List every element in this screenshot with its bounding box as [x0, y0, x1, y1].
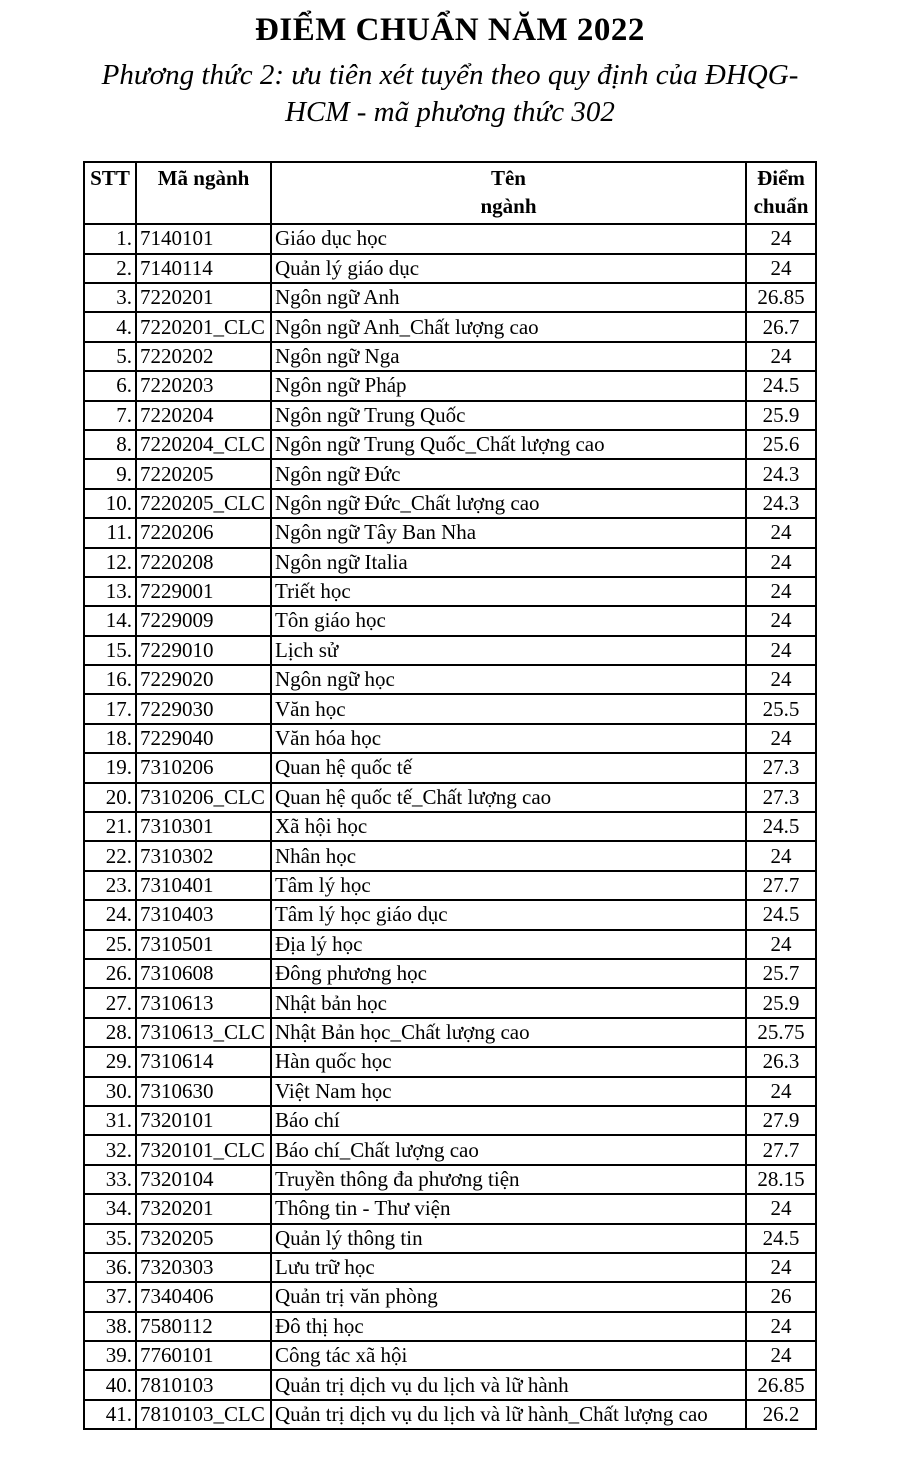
code-cell: 7220202 [136, 342, 271, 371]
score-cell: 24 [746, 1253, 816, 1282]
table-row [84, 900, 816, 929]
score-cell: 28.15 [746, 1165, 816, 1194]
name-cell: Ngôn ngữ Trung Quốc [271, 401, 746, 430]
name-cell: Ngôn ngữ Anh_Chất lượng cao [271, 312, 746, 341]
table-row [84, 1400, 816, 1429]
score-cell: 26.7 [746, 312, 816, 341]
code-cell: 7310614 [136, 1047, 271, 1076]
score-cell: 24 [746, 342, 816, 371]
code-cell: 7310613_CLC [136, 1018, 271, 1047]
score-cell: 24 [746, 1341, 816, 1370]
code-cell: 7140101 [136, 224, 271, 253]
name-cell: Việt Nam học [271, 1077, 746, 1106]
code-cell: 7229001 [136, 577, 271, 606]
name-cell: Quản trị văn phòng [271, 1282, 746, 1311]
name-cell: Quản lý giáo dục [271, 254, 746, 283]
col-header-code [136, 162, 271, 224]
score-cell: 27.3 [746, 783, 816, 812]
table-row [84, 548, 816, 577]
code-cell: 7220201_CLC [136, 312, 271, 341]
stt-cell: 14. [84, 606, 136, 635]
code-cell: 7229010 [136, 636, 271, 665]
name-cell: Triết học [271, 577, 746, 606]
stt-cell: 34. [84, 1194, 136, 1223]
table-row [84, 988, 816, 1017]
score-cell: 27.7 [746, 1135, 816, 1164]
score-cell: 25.75 [746, 1018, 816, 1047]
score-cell: 26.2 [746, 1400, 816, 1429]
table-row [84, 1253, 816, 1282]
stt-cell: 4. [84, 312, 136, 341]
table-row [84, 1018, 816, 1047]
stt-cell: 9. [84, 459, 136, 488]
stt-cell: 18. [84, 724, 136, 753]
col-header-stt-label: STT [90, 166, 130, 191]
name-cell: Quản lý thông tin [271, 1224, 746, 1253]
code-cell: 7310401 [136, 871, 271, 900]
score-cell: 27.7 [746, 871, 816, 900]
name-cell: Nhân học [271, 841, 746, 870]
table-row [84, 401, 816, 430]
code-cell: 7340406 [136, 1282, 271, 1311]
score-cell: 25.7 [746, 959, 816, 988]
name-cell: Tâm lý học [271, 871, 746, 900]
score-cell: 26.85 [746, 1370, 816, 1399]
code-cell: 7220206 [136, 518, 271, 547]
table-row [84, 459, 816, 488]
stt-cell: 20. [84, 783, 136, 812]
table-body [84, 224, 816, 1429]
table-row [84, 783, 816, 812]
stt-cell: 1. [84, 224, 136, 253]
stt-cell: 38. [84, 1312, 136, 1341]
stt-cell: 30. [84, 1077, 136, 1106]
table-row [84, 1282, 816, 1311]
name-cell: Ngôn ngữ Đức [271, 459, 746, 488]
stt-cell: 10. [84, 489, 136, 518]
stt-cell: 41. [84, 1400, 136, 1429]
stt-cell: 39. [84, 1341, 136, 1370]
stt-cell: 29. [84, 1047, 136, 1076]
name-cell: Lưu trữ học [271, 1253, 746, 1282]
code-cell: 7229040 [136, 724, 271, 753]
stt-cell: 2. [84, 254, 136, 283]
scores-table [83, 161, 817, 1430]
score-cell: 24 [746, 724, 816, 753]
name-cell: Lịch sử [271, 636, 746, 665]
name-cell: Đông phương học [271, 959, 746, 988]
name-cell: Tôn giáo học [271, 606, 746, 635]
table-row [84, 1312, 816, 1341]
table-row [84, 1165, 816, 1194]
name-cell: Quản trị dịch vụ du lịch và lữ hành_Chất lượng cao [271, 1400, 746, 1429]
score-cell: 24.5 [746, 371, 816, 400]
score-cell: 24 [746, 1077, 816, 1106]
name-cell: Ngôn ngữ Đức_Chất lượng cao [271, 489, 746, 518]
code-cell: 7320303 [136, 1253, 271, 1282]
code-cell: 7229009 [136, 606, 271, 635]
name-cell: Ngôn ngữ học [271, 665, 746, 694]
code-cell: 7310206_CLC [136, 783, 271, 812]
table-row [84, 694, 816, 723]
table-row [84, 577, 816, 606]
stt-cell: 5. [84, 342, 136, 371]
code-cell: 7760101 [136, 1341, 271, 1370]
table-row [84, 430, 816, 459]
table-row [84, 1106, 816, 1135]
name-cell: Ngôn ngữ Italia [271, 548, 746, 577]
score-cell: 24 [746, 577, 816, 606]
score-cell: 27.9 [746, 1106, 816, 1135]
col-header-score [746, 162, 816, 224]
stt-cell: 23. [84, 871, 136, 900]
page-subtitle-line1: Phương thức 2: ưu tiên xét tuyển theo quy định của ĐHQG- [101, 59, 799, 91]
name-cell: Quản trị dịch vụ du lịch và lữ hành [271, 1370, 746, 1399]
table-row [84, 1370, 816, 1399]
code-cell: 7310206 [136, 753, 271, 782]
table-row [84, 753, 816, 782]
stt-cell: 8. [84, 430, 136, 459]
score-cell: 25.5 [746, 694, 816, 723]
score-cell: 26.3 [746, 1047, 816, 1076]
table-row [84, 518, 816, 547]
table-row [84, 665, 816, 694]
table-row [84, 812, 816, 841]
table-header-row [84, 162, 816, 224]
score-cell: 24 [746, 1312, 816, 1341]
code-cell: 7320104 [136, 1165, 271, 1194]
score-cell: 24 [746, 254, 816, 283]
stt-cell: 27. [84, 988, 136, 1017]
name-cell: Công tác xã hội [271, 1341, 746, 1370]
stt-cell: 24. [84, 900, 136, 929]
table-row [84, 871, 816, 900]
code-cell: 7220208 [136, 548, 271, 577]
code-cell: 7310301 [136, 812, 271, 841]
stt-cell: 21. [84, 812, 136, 841]
table-row [84, 724, 816, 753]
name-cell: Ngôn ngữ Nga [271, 342, 746, 371]
table-row [84, 342, 816, 371]
score-cell: 24 [746, 224, 816, 253]
table-row [84, 1135, 816, 1164]
name-cell: Ngôn ngữ Trung Quốc_Chất lượng cao [271, 430, 746, 459]
name-cell: Địa lý học [271, 930, 746, 959]
name-cell: Nhật Bản học_Chất lượng cao [271, 1018, 746, 1047]
name-cell: Nhật bản học [271, 988, 746, 1017]
name-cell: Quan hệ quốc tế_Chất lượng cao [271, 783, 746, 812]
stt-cell: 15. [84, 636, 136, 665]
name-cell: Xã hội học [271, 812, 746, 841]
page-title: ĐIỂM CHUẨN NĂM 2022 [255, 12, 645, 48]
score-cell: 25.9 [746, 988, 816, 1017]
score-cell: 27.3 [746, 753, 816, 782]
score-cell: 24 [746, 1194, 816, 1223]
stt-cell: 22. [84, 841, 136, 870]
stt-cell: 13. [84, 577, 136, 606]
score-cell: 26 [746, 1282, 816, 1311]
table-row [84, 1341, 816, 1370]
table-row [84, 283, 816, 312]
score-cell: 24 [746, 665, 816, 694]
table-row [84, 1224, 816, 1253]
name-cell: Tâm lý học giáo dục [271, 900, 746, 929]
table-row [84, 930, 816, 959]
score-cell: 24 [746, 518, 816, 547]
code-cell: 7220205 [136, 459, 271, 488]
code-cell: 7229030 [136, 694, 271, 723]
stt-cell: 7. [84, 401, 136, 430]
stt-cell: 28. [84, 1018, 136, 1047]
name-cell: Thông tin - Thư viện [271, 1194, 746, 1223]
table-row [84, 224, 816, 253]
table-row [84, 841, 816, 870]
name-cell: Hàn quốc học [271, 1047, 746, 1076]
score-cell: 26.85 [746, 283, 816, 312]
code-cell: 7580112 [136, 1312, 271, 1341]
code-cell: 7320205 [136, 1224, 271, 1253]
stt-cell: 6. [84, 371, 136, 400]
score-cell: 24 [746, 841, 816, 870]
stt-cell: 25. [84, 930, 136, 959]
name-cell: Ngôn ngữ Pháp [271, 371, 746, 400]
page-subtitle-line2: HCM - mã phương thức 302 [285, 96, 615, 129]
name-cell: Văn hóa học [271, 724, 746, 753]
name-cell: Đô thị học [271, 1312, 746, 1341]
col-header-code-label: Mã ngành [157, 166, 250, 191]
stt-cell: 31. [84, 1106, 136, 1135]
page-subtitle [60, 57, 840, 131]
stt-cell: 12. [84, 548, 136, 577]
table-row [84, 636, 816, 665]
name-cell: Ngôn ngữ Anh [271, 283, 746, 312]
score-cell: 24.3 [746, 489, 816, 518]
col-header-name-line2: ngành [480, 193, 537, 218]
table-row [84, 312, 816, 341]
table-row [84, 959, 816, 988]
table-row [84, 371, 816, 400]
name-cell: Văn học [271, 694, 746, 723]
stt-cell: 26. [84, 959, 136, 988]
code-cell: 7140114 [136, 254, 271, 283]
stt-cell: 36. [84, 1253, 136, 1282]
name-cell: Ngôn ngữ Tây Ban Nha [271, 518, 746, 547]
name-cell: Báo chí [271, 1106, 746, 1135]
table-row [84, 1077, 816, 1106]
code-cell: 7310403 [136, 900, 271, 929]
code-cell: 7310302 [136, 841, 271, 870]
stt-cell: 11. [84, 518, 136, 547]
code-cell: 7310501 [136, 930, 271, 959]
col-header-name-line1: Tên [490, 166, 526, 191]
stt-cell: 33. [84, 1165, 136, 1194]
table-header [84, 162, 816, 224]
score-cell: 25.9 [746, 401, 816, 430]
col-header-stt [84, 162, 136, 224]
score-cell: 24 [746, 606, 816, 635]
stt-cell: 17. [84, 694, 136, 723]
table-row [84, 254, 816, 283]
code-cell: 7310630 [136, 1077, 271, 1106]
code-cell: 7220204_CLC [136, 430, 271, 459]
code-cell: 7810103 [136, 1370, 271, 1399]
col-header-name [271, 162, 746, 224]
code-cell: 7220204 [136, 401, 271, 430]
table-row [84, 1194, 816, 1223]
score-cell: 24.5 [746, 812, 816, 841]
code-cell: 7320101_CLC [136, 1135, 271, 1164]
name-cell: Giáo dục học [271, 224, 746, 253]
stt-cell: 19. [84, 753, 136, 782]
name-cell: Truyền thông đa phương tiện [271, 1165, 746, 1194]
stt-cell: 35. [84, 1224, 136, 1253]
score-cell: 24.5 [746, 1224, 816, 1253]
table-row [84, 489, 816, 518]
code-cell: 7320101 [136, 1106, 271, 1135]
code-cell: 7810103_CLC [136, 1400, 271, 1429]
code-cell: 7220205_CLC [136, 489, 271, 518]
stt-cell: 32. [84, 1135, 136, 1164]
stt-cell: 3. [84, 283, 136, 312]
table-row [84, 606, 816, 635]
score-cell: 24.5 [746, 900, 816, 929]
table-row [84, 1047, 816, 1076]
score-cell: 24 [746, 548, 816, 577]
score-cell: 24 [746, 930, 816, 959]
col-header-score-line2: chuẩn [753, 193, 809, 218]
code-cell: 7229020 [136, 665, 271, 694]
code-cell: 7220201 [136, 283, 271, 312]
score-cell: 24 [746, 636, 816, 665]
code-cell: 7310613 [136, 988, 271, 1017]
stt-cell: 16. [84, 665, 136, 694]
stt-cell: 37. [84, 1282, 136, 1311]
name-cell: Báo chí_Chất lượng cao [271, 1135, 746, 1164]
code-cell: 7220203 [136, 371, 271, 400]
stt-cell: 40. [84, 1370, 136, 1399]
score-cell: 25.6 [746, 430, 816, 459]
col-header-score-line1: Điểm [757, 166, 805, 191]
code-cell: 7320201 [136, 1194, 271, 1223]
code-cell: 7310608 [136, 959, 271, 988]
name-cell: Quan hệ quốc tế [271, 753, 746, 782]
score-cell: 24.3 [746, 459, 816, 488]
